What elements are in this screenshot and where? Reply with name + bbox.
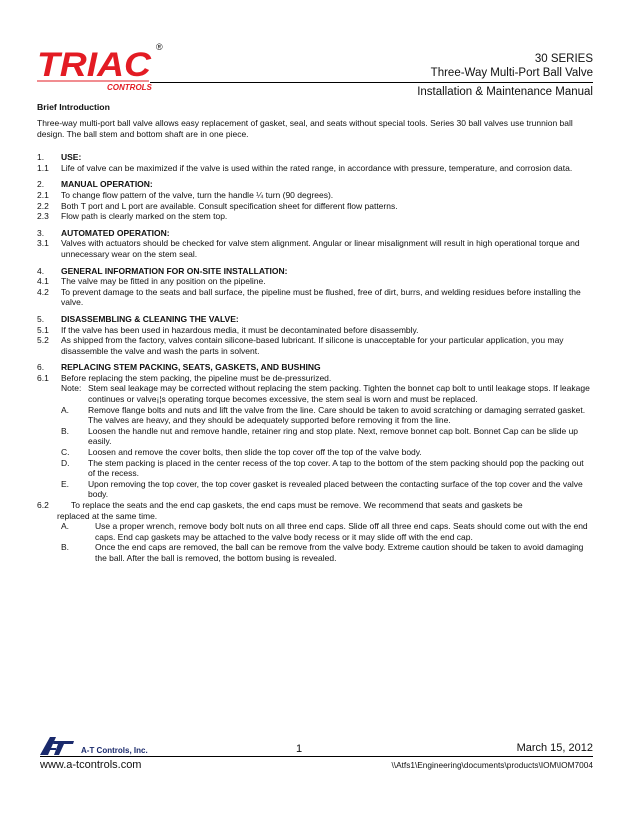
list-item: 2.3 Flow path is clearly marked on the stem top. xyxy=(37,211,228,222)
section-heading: 4. GENERAL INFORMATION FOR ON-SITE INSTALLATION: xyxy=(37,265,288,276)
section-heading: 3. AUTOMATED OPERATION: xyxy=(37,227,170,238)
footer-url: www.a-tcontrols.com xyxy=(40,759,142,771)
section-heading: 1. USE: xyxy=(37,152,82,163)
step-item: A. Use a proper wrench, remove body bolt nuts on all three end caps. Slide off all three end caps. Seats should come out with the end caps. End cap gaskets may be attached to the valve body recess or it may slide off with the end cap. xyxy=(61,521,588,542)
at-controls-logo xyxy=(40,737,76,755)
section-automated-operation xyxy=(37,228,593,260)
series-title: 30 SERIES xyxy=(534,53,593,65)
step-item: C. Loosen and remove the cover bolts, then slide the top cover off the top of the valve body. xyxy=(61,447,422,458)
step-item: A. Remove flange bolts and nuts and lift the valve from the line. Care should be taken to avoid scratching or damaging serrated gasket. The valves are heavy, and they should be adequately supported before removing it from the line. xyxy=(61,404,586,426)
note-text: Stem seal leakage may be corrected without replacing the stem packing. Tighten the bonnet cap bolt to until leakage stops. If leakage continues or valve¡¦s operating torque becomes excessive, the stem seal is worn and must be replaced. xyxy=(88,383,590,405)
footer-company: A-T Controls, Inc. xyxy=(81,746,148,755)
list-item: 6.2 To replace the seats and the end cap gaskets, the end caps must be remove. We recommend that seats and gaskets be xyxy=(37,500,523,510)
list-item: 3.1 Valves with actuators should be checked for valve stem alignment. Angular or linear misalignment will result in high operational torque and unnecessary wear on the stem seal. xyxy=(37,238,580,259)
list-item: 5.1 If the valve has been used in hazardous media, it must be decontaminated before disassembly. xyxy=(37,324,419,335)
logo-subtext: CONTROLS xyxy=(107,83,152,92)
section-general-information xyxy=(37,266,593,308)
header-title-block xyxy=(431,52,593,80)
list-item: 6.1 Before replacing the stem packing, the pipeline must be de-pressurized. xyxy=(37,372,332,383)
brief-intro-heading: Brief Introduction xyxy=(37,102,110,112)
product-title: Three-Way Multi-Port Ball Valve xyxy=(430,67,593,79)
at-logo-icon xyxy=(40,737,76,755)
note-label: Note: xyxy=(61,383,82,394)
section-heading: 2. MANUAL OPERATION: xyxy=(37,179,153,190)
list-item: 2.1 To change flow pattern of the valve, turn the handle ¼ turn (90 degrees). xyxy=(37,189,334,200)
list-item: 4.2 To prevent damage to the seats and ball surface, the pipeline must be flushed, free of dirt, burrs, and welding residues before installing the valve. xyxy=(37,286,581,308)
manual-title: Installation & Maintenance Manual xyxy=(417,86,593,98)
section-heading: 6. REPLACING STEM PACKING, SEATS, GASKETS, AND BUSHING xyxy=(37,362,321,373)
registered-mark: ® xyxy=(156,42,163,52)
document-body xyxy=(37,118,593,570)
header-rule xyxy=(150,82,593,83)
step-item: B. Once the end caps are removed, the ball can be remove from the valve body. Extreme caution should be taken to avoid damaging the ball. After the ball is removed, the bottom busing is revealed. xyxy=(61,542,584,563)
footer-file-path: \\Atfs1\Engineering\documents\products\IOM\IOM7004 xyxy=(391,760,593,770)
list-item: 4.1 The valve may be fitted in any position on the pipeline. xyxy=(37,276,266,287)
list-item: 2.2 Both T port and L port are available. Consult specification sheet for different flow patterns. xyxy=(37,200,398,211)
footer-date: March 15, 2012 xyxy=(516,742,593,754)
triac-logo-graphic xyxy=(37,40,167,92)
list-item: 1.1 Life of valve can be maximized if the valve is used within the rated range, in accordance with pressure, temperature, and corrosion data. xyxy=(37,162,573,173)
section-use xyxy=(37,152,593,173)
list-item-continuation: replaced at the same time. xyxy=(57,510,158,521)
step-item: D. The stem packing is placed in the center recess of the top cover. A tap to the bottom of the stem packing should pop the packing out of the recess. xyxy=(61,457,584,479)
footer-rule xyxy=(40,756,593,757)
logo-wordmark: TRIAC xyxy=(37,46,152,84)
list-item: 5.2 As shipped from the factory, valves contain silicone-based lubricant. If silicone is unacceptable for your particular application, you may disassemble the valve and wash the parts in solvent. xyxy=(37,335,564,356)
section-manual-operation xyxy=(37,179,593,221)
triac-logo xyxy=(37,40,167,92)
step-item: E. Upon removing the top cover, the top cover gasket is revealed placed between the contacting surface of the top cover and the valve body. xyxy=(61,478,583,500)
section-replacing-parts xyxy=(37,362,593,563)
step-item: B. Loosen the handle nut and remove handle, retainer ring and stop plate. Next, remove bonnet cap bolt. Bonnet Cap can be slide up easily. xyxy=(61,425,579,447)
section-disassembling xyxy=(37,314,593,356)
page-number: 1 xyxy=(296,743,303,755)
note xyxy=(37,383,593,404)
section-heading: 5. DISASSEMBLING & CLEANING THE VALVE: xyxy=(37,313,239,324)
brief-intro-text: Three-way multi-port ball valve allows easy replacement of gasket, seal, and seats without special tools. Series 30 ball valves use trunnion ball design. The ball stem and bottom shaft are in one piece. xyxy=(37,118,573,139)
